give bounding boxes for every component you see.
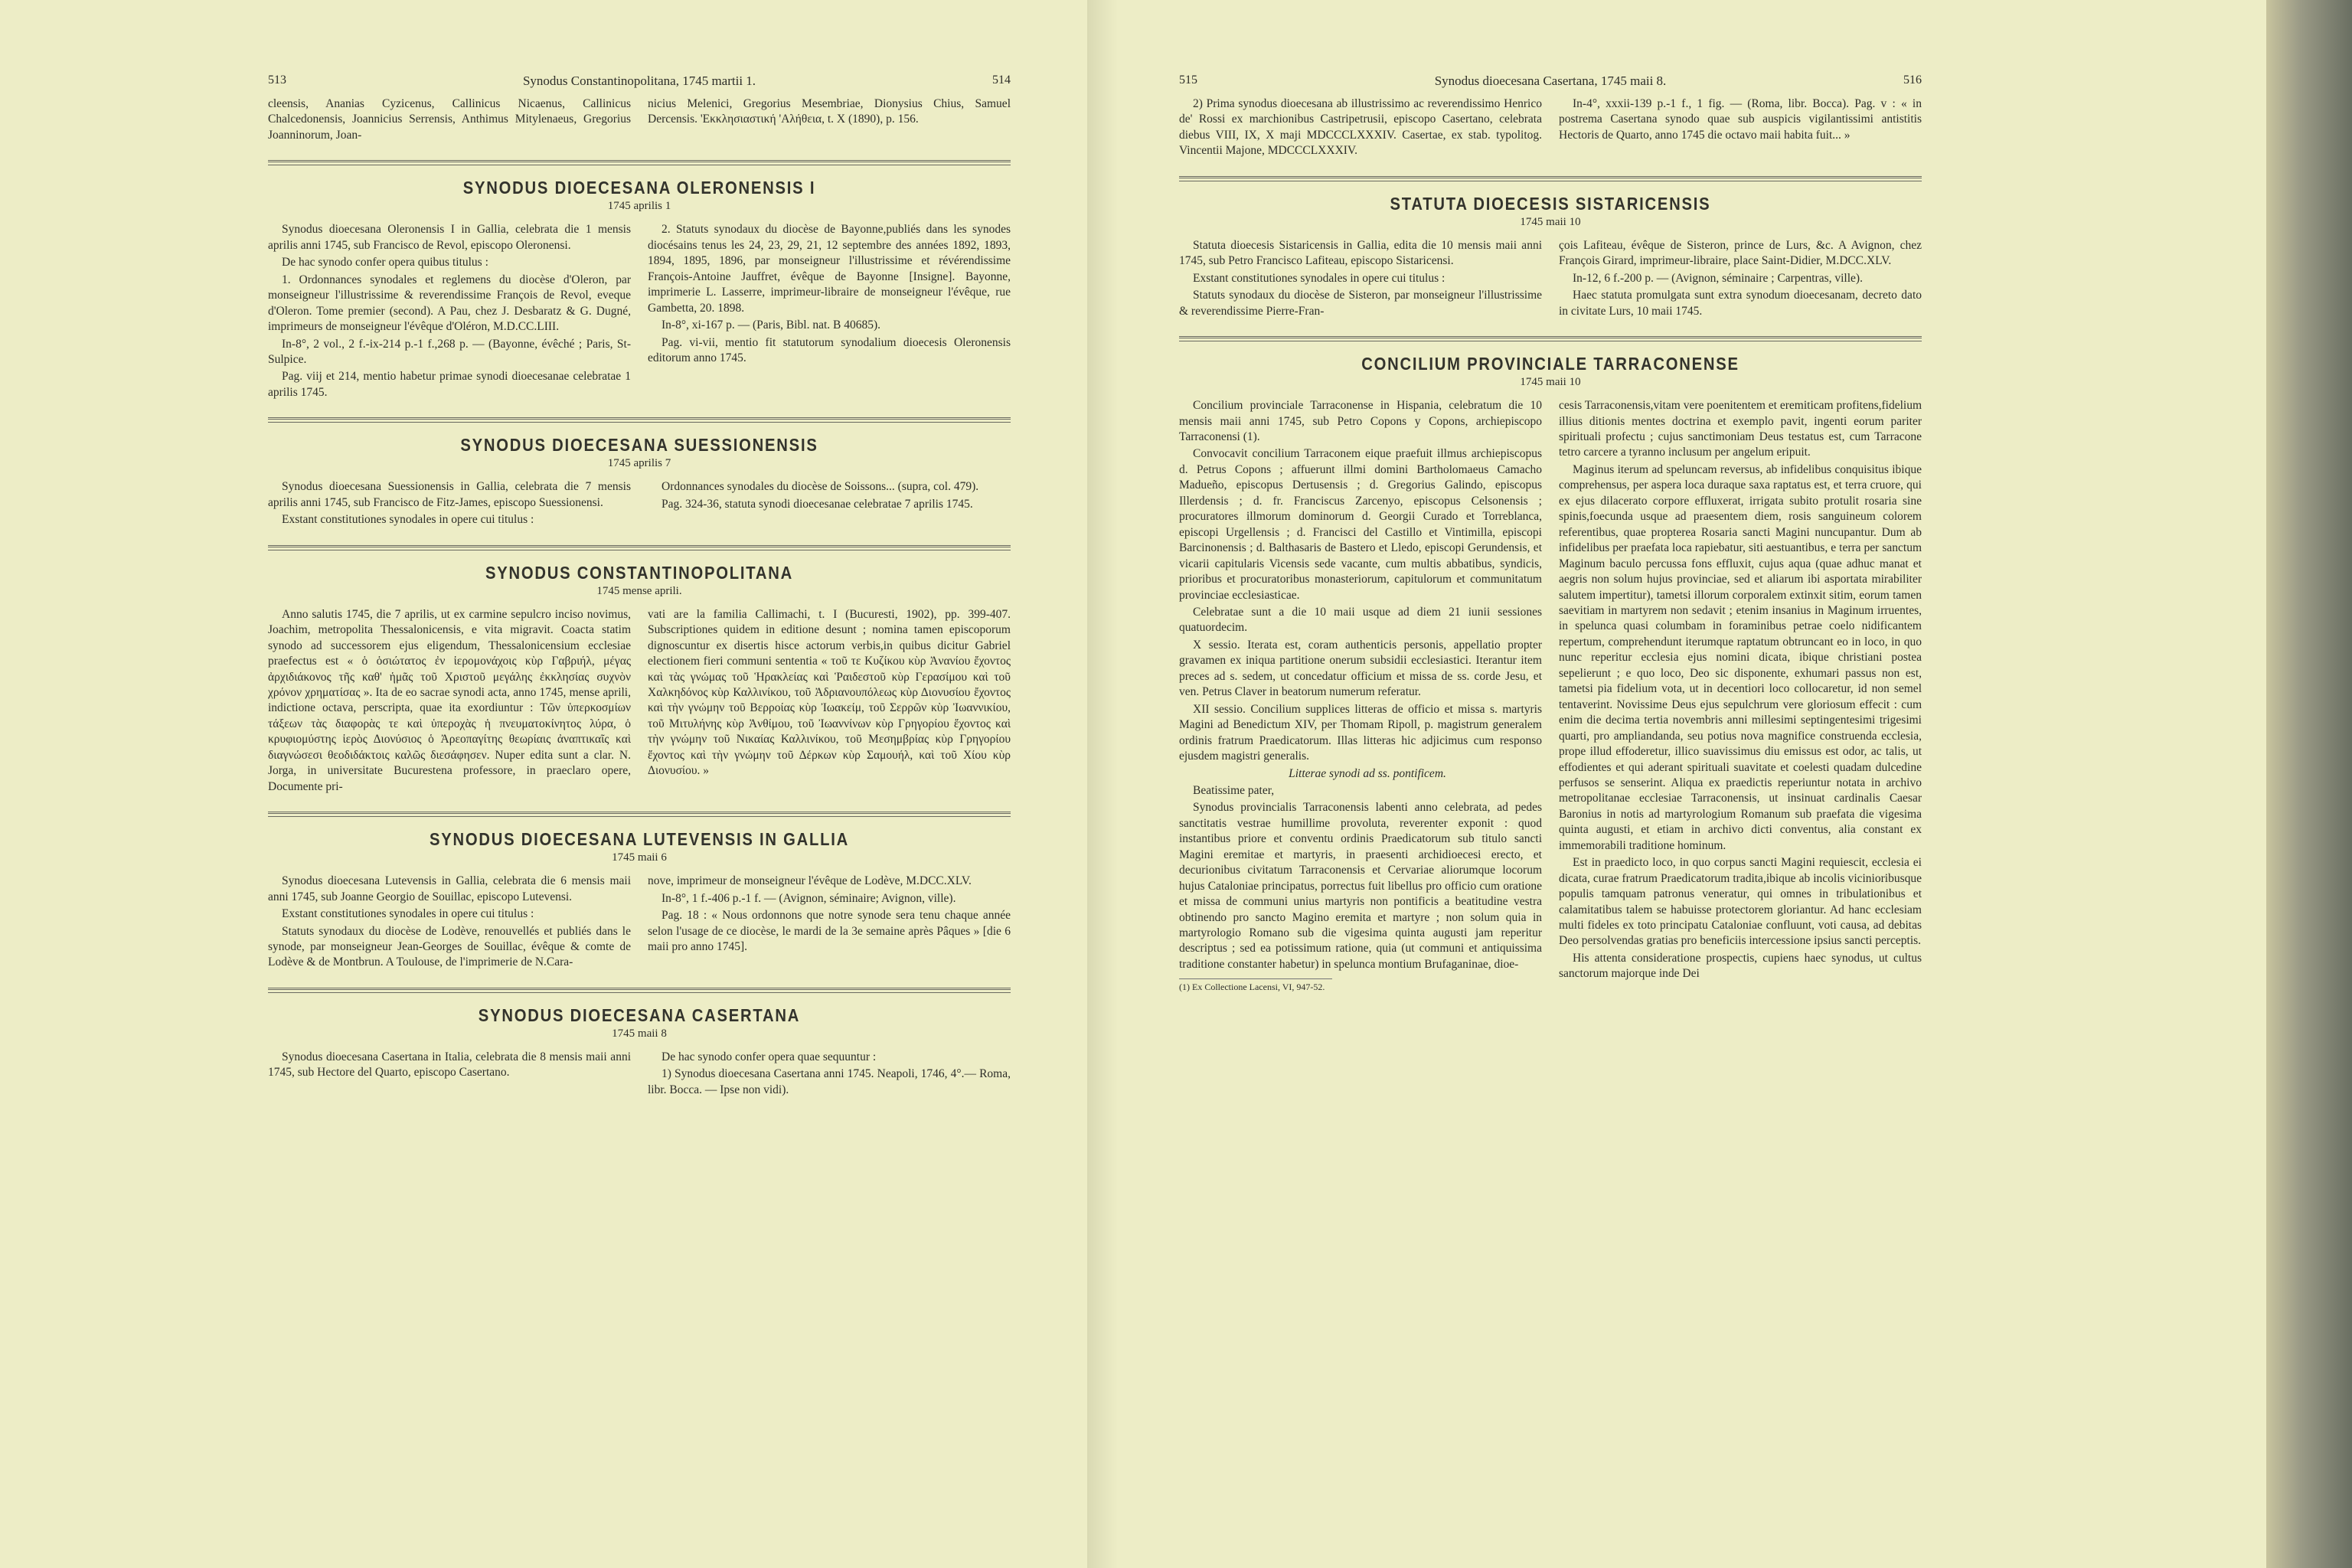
intro-text xyxy=(1179,96,1922,161)
paragraph: XII sessio. Concilium supplices litteras de officio et missa s. martyris Magini ad Benedictum XIV, per Thomam Ripoll, p. magistrum generalem ordinis fratrum Praedicatorum. Illas litteras hic adjicimus cum responso ejusdem magistri generalis. xyxy=(1179,702,1542,763)
page-number: 515 xyxy=(1179,74,1197,87)
paragraph: çois Lafiteau, évêque de Sisteron, prince de Lurs, &c. A Avignon, chez François Girard, imprimeur-libraire, place Saint-Didier, M.DCC.XLV. xyxy=(1559,238,1922,268)
paragraph: Synodus dioecesana Suessionensis in Gallia, celebrata die 7 mensis aprilis anni 1745, sub Francisco de Fitz-James, episcopo Suessionensi. xyxy=(268,480,631,509)
paragraph: 1) Synodus dioecesana Casertana anni 1745. Neapoli, 1746, 4°.— Roma, libr. Bocca. — Ipse non vidi). xyxy=(648,1067,1011,1096)
section-date: 1745 maii 10 xyxy=(1520,376,1581,389)
paragraph: De hac synodo confer opera quae sequuntur : xyxy=(662,1050,877,1063)
paragraph: In-8°, 1 f.-406 p.-1 f. — (Avignon, séminaire; Avignon, ville). xyxy=(662,891,956,905)
paragraph: Synodus dioecesana Casertana in Italia, celebrata die 8 mensis maii anni 1745, sub Hectore del Quarto, episcopo Casertano. xyxy=(268,1050,631,1080)
section-title: CONCILIUM PROVINCIALE TARRACONENSE xyxy=(1361,354,1740,374)
section-rule xyxy=(1179,176,1922,181)
paragraph: Synodus dioecesana Oleronensis I in Gallia, celebrata die 1 mensis aprilis anni 1745, sub Francisco de Revol, episcopo Oleronensi. xyxy=(268,223,631,252)
paragraph: In-12, 6 f.-200 p. — (Avignon, séminaire ; Carpentras, ville). xyxy=(1573,271,1863,285)
section-body xyxy=(1179,238,1922,321)
section-rule xyxy=(268,417,1011,423)
section-body xyxy=(268,607,1011,796)
paragraph: De hac synodo confer opera quibus titulus : xyxy=(282,256,488,270)
paragraph: Statuts synodaux du diocèse de Lodève, renouvellés et publiés dans le synode, par monseigneur Jean-Georges de Souillac, évêque & comte de Lodève & de Montbrun. A Toulouse, de l'imprimerie de N.Cara- xyxy=(268,924,631,969)
section-body xyxy=(268,874,1011,972)
paragraph: Anno salutis 1745, die 7 aprilis, ut ex carmine sepulcro inciso novimus, Joachim, metropolita Thessalonicensis, e vita migravit. Coacta statim synodo ad successorem ejus eligendum, Thessalonicensium ecclesiae praefectus est « ὁ ὁσιώτατος ἐν ἱερομονάχοις κὺρ Γαβριήλ, μέγας ἀρχιδιάκονος τῆς καθ' ἡμᾶς τοῦ Χριστοῦ μεγάλης ἐκκλησίας συχνὸν χρόνον χρηματίσας ». Ita de eo sacrae synodi acta, anno 1745, mense aprili, indictione octava, perscripta, quae ita exordiuntur : Τῶν ὑπερκοσμίων τάξεων τὰς διαφορὰς τε καὶ ὑπεροχὰς ἡ πνευματοκίνητος λύρα, ὁ κρυφιομύστης ἱερὸς Διονύσιος ὁ Ἀρεοπαγίτης θεωρίαις ἀναπτικαῖς καὶ διαγνώσεσι θεοδιδάκτοις καλῶς διεσάφησεν. Nuper edita sunt a clar. N. Jorga, in universitate Bucurestena professore, in praeclaro opere, Documente pri- xyxy=(268,607,631,793)
paragraph: nove, imprimeur de monseigneur l'évêque de Lodève, M.DCC.XLV. xyxy=(648,874,972,888)
paragraph: nicius Melenici, Gregorius Mesembriae, Dionysius Chius, Samuel Dercensis. 'Εκκλησιαστική 'Αλήθεια, t. X (1890), p. 156. xyxy=(648,97,1011,126)
section-date: 1745 aprilis 1 xyxy=(607,200,671,213)
running-title: Synodus Constantinopolitana, 1745 martii 1. xyxy=(522,74,756,88)
section-title: STATUTA DIOECESIS SISTARICENSIS xyxy=(1390,193,1711,214)
section-date: 1745 aprilis 7 xyxy=(607,457,671,470)
page-edge xyxy=(2266,0,2352,1568)
left-page xyxy=(0,0,1087,1568)
paragraph: 1. Ordonnances synodales et reglemens du diocèse d'Oleron, par monseigneur l'illustrissime & reverendissime François de Revol, eveque d'Oleron. Tome premier (second). A Pau, chez J. Desbaratz & G. Dugné, imprimeurs de monseigneur l'évêque d'Oléron, M.D.CC.LIII. xyxy=(268,273,631,334)
paragraph: In-4°, xxxii-139 p.-1 f., 1 fig. — (Roma, libr. Bocca). Pag. v : « in postrema Casertana synodo quae sub auspicis vigilantissimi antistitis Hectoris de Quarto, anno 1745 die octavo maii habita fuit... » xyxy=(1559,97,1922,142)
paragraph: Exstant constitutiones synodales in opere cui titulus : xyxy=(282,513,534,527)
paragraph: In-8°, 2 vol., 2 f.-ix-214 p.-1 f.,268 p. — (Bayonne, évêché ; Paris, St-Sulpice. xyxy=(268,337,631,366)
intro-text xyxy=(268,96,1011,145)
section-rule xyxy=(268,160,1011,165)
paragraph: Statuts synodaux du diocèse de Sisteron, par monseigneur l'illustrissime & reverendissime Pierre-Fran- xyxy=(1179,289,1542,318)
right-page xyxy=(1087,0,2266,1568)
paragraph: Synodus dioecesana Lutevensis in Gallia, celebrata die 6 mensis maii anni 1745, sub Joanne Georgio de Souillac, episcopo Lutevensi. xyxy=(268,874,631,903)
paragraph: In-8°, xi-167 p. — (Paris, Bibl. nat. B 40685). xyxy=(662,318,881,332)
section-body xyxy=(1179,398,1922,994)
paragraph: Statuta dioecesis Sistaricensis in Gallia, edita die 10 mensis maii anni 1745, sub Petro Francisco Lafiteau, episcopo Sistaricensi. xyxy=(1179,238,1542,268)
section-rule xyxy=(1179,336,1922,341)
footnote: (1) Ex Collectione Lacensi, VI, 947-52. xyxy=(1179,978,1332,994)
paragraph: Celebratae sunt a die 10 maii usque ad diem 21 iunii sessiones quatuordecim. xyxy=(1179,605,1542,635)
running-head xyxy=(1179,74,1922,89)
section-date: 1745 maii 8 xyxy=(612,1027,667,1040)
paragraph: 2. Statuts synodaux du diocèse de Bayonne,publiés dans les synodes diocésains tenus les 24, 23, 29, 21, 12 septembre des années 1892, 1893, 1894, 1895, 1896, par monseigneur l'illustrissime et révérendissime François-Antoine Jauffret, évêque de Bayonne [Insigne]. Bayonne, imprimerie L. Lasserre, imprimeur-libraire de monseigneur l'évêque, rue Gambetta, 20. 1898. xyxy=(648,223,1011,315)
paragraph: 2) Prima synodus dioecesana ab illustrissimo ac reverendissimo Henrico de' Rossi ex marchionibus Castripetrusii, episcopo Casertano, celebrata diebus VIII, IX, X maji MDCCCLXXXIV. Casertae, ex stab. typolitog. Vincentii Majone, MDCCCLXXXIV. xyxy=(1179,97,1542,158)
paragraph: Litterae synodi ad ss. pontificem. xyxy=(1289,766,1446,780)
section-body xyxy=(268,479,1011,529)
section-date: 1745 mense aprili. xyxy=(596,584,682,597)
section-date: 1745 maii 6 xyxy=(612,851,667,864)
page-number: 513 xyxy=(268,74,286,87)
page-number: 514 xyxy=(991,74,1011,87)
paragraph: cesis Tarraconensis,vitam vere poenitentem et eremiticam profitens,fidelium illius ditionis mentes doctrina et exemplo pavit, ingenti eorum pariter spirituali profectu ; cujus sanctimoniam Deus testatus est, cum Tarracone tetro carcere a tyranno inclusum per angelum eripuit. xyxy=(1559,399,1922,459)
paragraph: X sessio. Iterata est, coram authenticis personis, appellatio propter gravamen ex iniqua partitione onerum subsidii ecclesiastici. Iterantur item preces ad s. sedem, ut concedatur officium et missa de ss. corde Jesu, et ven. Petrus Claver in beatorum numerum referatur. xyxy=(1179,638,1542,699)
section-body xyxy=(268,222,1011,402)
paragraph: Pag. vi-vii, mentio fit statutorum synodalium dioecesis Oleronensis editorum anno 1745. xyxy=(648,335,1011,364)
paragraph: His attenta consideratione prospectis, cupiens haec synodus, ut cultus sanctorum majorque inde Dei xyxy=(1559,951,1922,981)
paragraph: cleensis, Ananias Cyzicenus, Callinicus Nicaenus, Callinicus Chalcedonensis, Joannicius Serrensis, Anthimus Mitylenaeus, Gregorius Joanninorum, Joan- xyxy=(268,97,631,142)
paragraph: Est in praedicto loco, in quo corpus sancti Magini requiescit, ecclesia ei dicata, curae fratrum Praedicatorum tradita,ibique ab incolis vicinioribusque populis tamquam patronus veneratur, qui omnes in tribulationibus et calamitatibus talem se habuisse protectorem gloriantur. Ad hanc ecclesiam multi fideles ex toto principatu Cataloniae confluunt, voti causa, ad debitas Deo persolvendas gratias pro beneficiis intercessione ipsius sancti perceptis. xyxy=(1559,856,1922,948)
paragraph: Concilium provinciale Tarraconense in Hispania, celebratum die 10 mensis maii anni 1745, sub Petro Copons y Copons, archiepiscopo Tarraconensi (1). xyxy=(1179,399,1542,443)
section-rule xyxy=(268,988,1011,993)
paragraph: Exstant constitutiones synodales in opere cui titulus : xyxy=(1193,271,1446,285)
paragraph: Convocavit concilium Tarraconem eique praefuit illmus archiepiscopus d. Petrus Copons ; affuerunt illmi domini Bartholomaeus Camacho Madueño, episcopus Dertusensis ; d. Gregorius Galindo, episcopus Illerdensis ; d. fr. Franciscus Zarcenyo, episcopus Celsonensis ; procuratores illmorum dominorum d. Georgii Curado et Torreblanca, episcopi Urgellensis ; d. Francisci del Castillo et Vintimilla, episcopi Barcinonensis ; d. Balthasaris de Bastero et Lledo, episcopi Gerundensis, et vicarii capitularis Vicensis sede vacante, cum multis abbatibus, syndicis, prioribus et procuratoribus monasteriorum, capitulorum et communitatum provinciae ecclesiasticae. xyxy=(1179,447,1542,602)
paragraph: Beatissime pater, xyxy=(1193,783,1275,797)
section-title: SYNODUS DIOECESANA SUESSIONENSIS xyxy=(460,435,818,456)
paragraph: Pag. viij et 214, mentio habetur primae synodi dioecesanae celebratae 1 aprilis 1745. xyxy=(268,370,631,399)
section-date: 1745 maii 10 xyxy=(1520,215,1581,228)
paragraph: Ordonnances synodales du diocèse de Soissons... (supra, col. 479). xyxy=(662,480,979,494)
paragraph: Maginus iterum ad speluncam reversus, ab infidelibus conquisitus ibique comprehensus, per aspera loca duraque saxa raptatus est, et terra cruore, qui ex ejus dilacerato corpore effluxerat, irrigata subito protulit rosaria sine spinis,foecunda usque ad praesentem diem, rosis sanguineum colorem referentibus, quae propterea Rosaria sancti Magini nuncupantur. Dum ab infidelibus per praefata loca rapiebatur, siti aestuantibus, e terra per sanctum Maginum baculo percussa fons effluxit, cujus aqua (quae adhuc manat et aegris non solum hujus provinciae, sed et aliarum ibi asportata mirabiliter salutem impertitur), tametsi illorum corporalem extinxit sitim, eorum tamen saevitiam in martyrem non sedavit ; etenim insanius in Maginum irruentes, in spelunca quasi columbam in foraminibus petrae coelo nidificantem repertum, comprehendunt iterumque raptatum obtruncant eo in loco, in quo nunc reperitur ecclesia ejus nomini dicata, ibique christiani postea sepelierunt ; e quo loco, Deo sic disponente, exhumari passus non est, tametsi pia fidelium vota, ut in decentiori loco collocaretur, id non semel tentaverint. Novissime Deus ejus sepulchrum vere gloriosum effecit : cum enim die decima tertia novembris anni millesimi septingentesimi trigesimi quarti, pro ampliandanda, seu potius nova magnifice construenda ecclesia, prope illud effoderetur, illico suavissimus diu emissus est odor, ac talis, ut effodientes et qui aderant spirituali suavitate et coelesti quadam dulcedine perfusos se senserint. Aliqua ex praedictis reperiuntur notata in archivo metropolitanae ecclesiae Tarraconensis, ut insinuat cardinalis Caesar Baronius in notis ad martyrologium Romanum sub praefata die vigesima quinta augusti, et etiam in archivo dicti conventus, alia constant ex immemorabili traditione hominum. xyxy=(1559,462,1922,852)
running-head xyxy=(268,74,1011,89)
paragraph: Pag. 324-36, statuta synodi dioecesanae celebratae 7 aprilis 1745. xyxy=(662,497,973,511)
section-body xyxy=(268,1050,1011,1099)
paragraph: vati are la familia Callimachi, t. I (Bucuresti, 1902), pp. 399-407. Subscriptiones quidem in editione desunt ; nomina tamen episcoporum dignoscuntur ex disertis hisce actorum verbis,in quibus dicitur Gabriel electionem fieri communi sententia « τοῦ τε Κυζίκου κὺρ Ἀνανίου ἔχοντος καὶ τὰς γνώμας τοῦ Ἡρακλείας καὶ Ῥαιδεστοῦ κὺρ Γερασίμου καὶ τοῦ Χαλκηδόνος κὺρ Καλλινίκου, τοῦ Ἀδριανουπόλεως κὺρ Διονυσίου ἔχοντος καὶ τὴν γνώμην τοῦ Βερροίας κὺρ Ἰωακείμ, τοῦ Σερρῶν κὺρ Ἰωαννικίου, τοῦ Μιτυλήνης κὺρ Ἀνθίμου, τοῦ Ἰωαννίνων κὺρ Γρηγορίου ἔχοντος καὶ τὴν γνώμην τοῦ Νικαίας Καλλινίκου, τοῦ Μεσημβρίας κὺρ Γρηγορίου ἔχοντος καὶ τὴν γνώμην τοῦ Δέρκων κὺρ Σαμουήλ, καὶ τοῦ Χίου κὺρ Διονυσίου. » xyxy=(648,607,1011,778)
section-title: SYNODUS DIOECESANA CASERTANA xyxy=(478,1004,801,1025)
section-rule xyxy=(268,545,1011,550)
running-title: Synodus dioecesana Casertana, 1745 maii 8. xyxy=(1434,74,1667,88)
paragraph: Pag. 18 : « Nous ordonnons que notre synode sera tenu chaque année selon l'usage de ce diocèse, le mardi de la 3e semaine après Pâques » [die 6 maii pro anno 1745]. xyxy=(648,909,1011,953)
paragraph: Synodus provincialis Tarraconensis labenti anno celebrata, ad pedes sanctitatis vestrae humillime provoluta, reverenter exponit : quod instantibus priore et conventu ordinis Praedicatorum sub titulo sancti Magini eremitae et martyris, in praesenti archidioecesi erecto, et decurionibus civitatum Tarraconensis et Cervariae aliorumque locorum hujus Cataloniae principatus, porrectus fuit libellus pro officio cum oratione et missa de communi unius martyris non pontificis a beatitudine vestra obtinendo pro sancto Magino eremita et martyre ; non solum quia in martyrologio Romano sub die vigesima quinta augusti jam reperitur descriptus ; sed ea potissimum ratione, quia (ut communi et antiquissima traditione constanter habetur) in spelunca montium Brufaganinae, dioe- xyxy=(1179,801,1542,971)
paragraph: Haec statuta promulgata sunt extra synodum dioecesanam, decreto dato in civitate Lurs, 10 maii 1745. xyxy=(1559,289,1922,318)
page-number: 516 xyxy=(1903,74,1922,87)
section-rule xyxy=(268,812,1011,817)
section-title: SYNODUS DIOECESANA LUTEVENSIS IN GALLIA xyxy=(429,829,850,850)
paragraph: Exstant constitutiones synodales in opere cui titulus : xyxy=(282,907,534,921)
section-title: SYNODUS DIOECESANA OLERONENSIS I xyxy=(462,178,816,198)
section-title: SYNODUS CONSTANTINOPOLITANA xyxy=(485,562,794,583)
